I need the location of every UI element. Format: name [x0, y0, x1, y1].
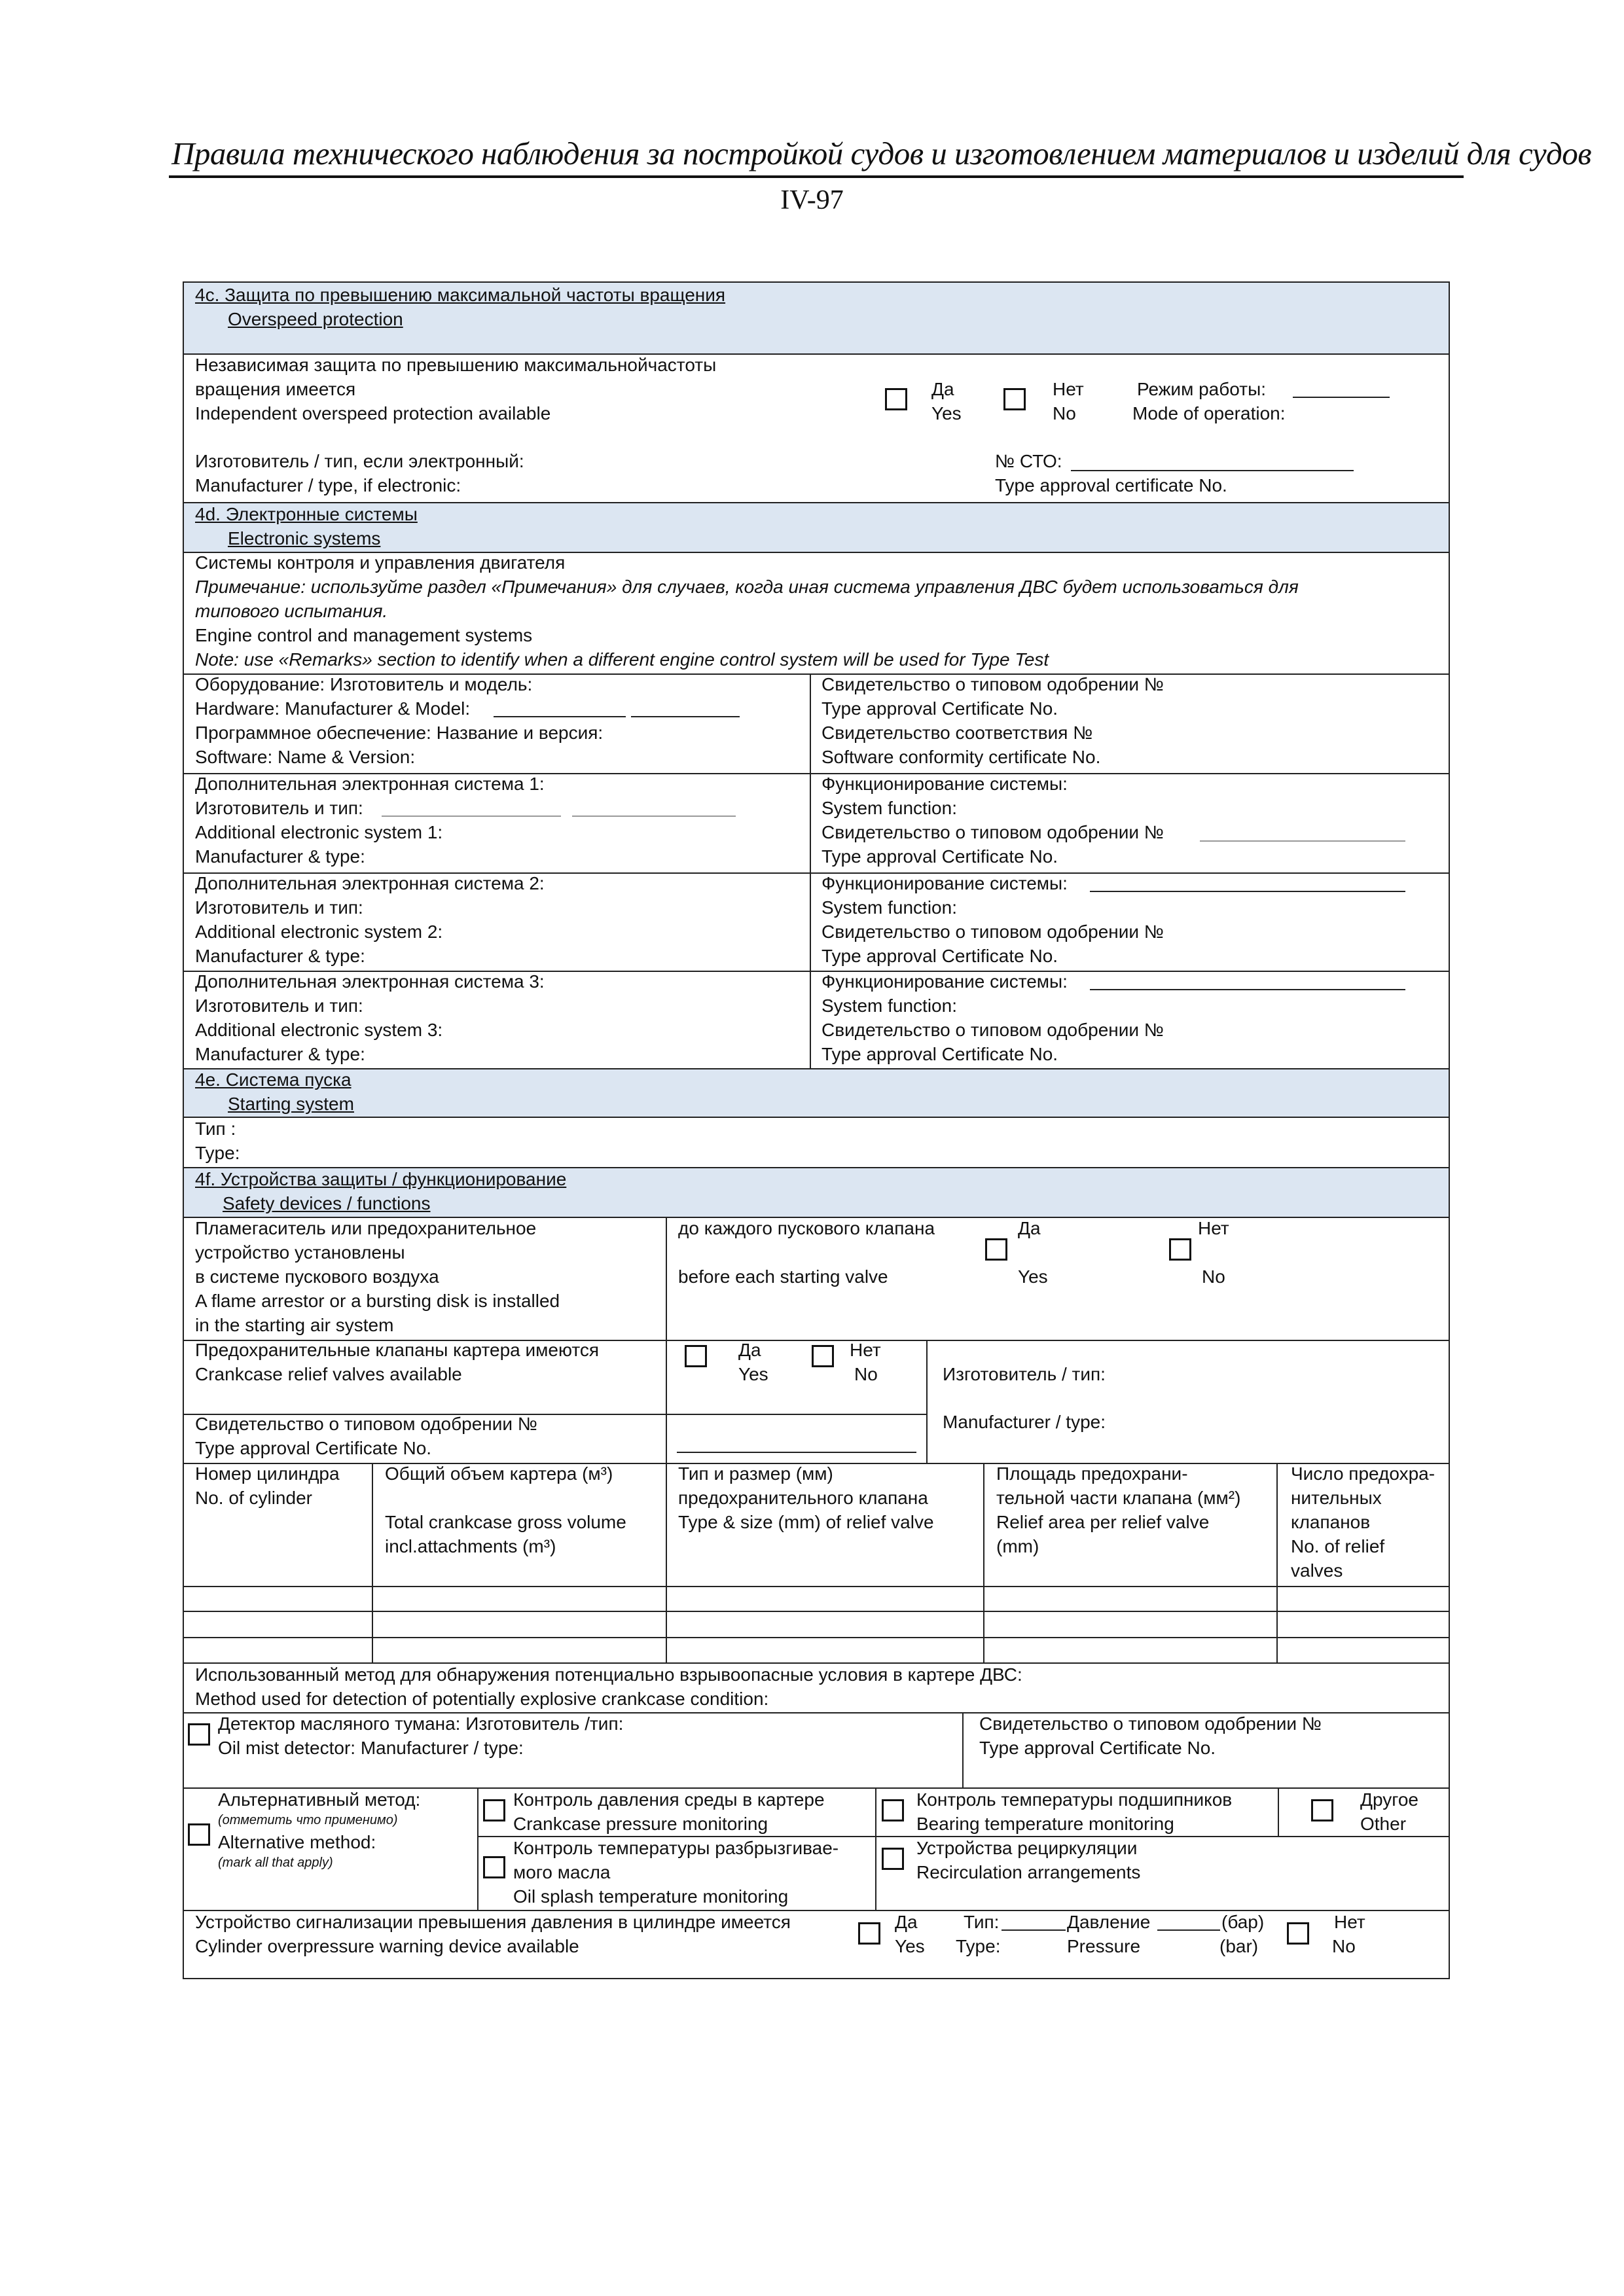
add3-func-label-ru: Функционирование системы: — [821, 971, 1068, 992]
each-valve-label-ru: до каждого пускового клапана — [678, 1218, 935, 1238]
add3-label-ru: Дополнительная электронная система 3: — [195, 971, 545, 992]
cyl-type-en: Type: — [956, 1936, 1001, 1956]
yes-label-ru: Да — [931, 379, 954, 399]
sw-cert-label-en: Software conformity certificate No. — [821, 747, 1101, 767]
recirculation-checkbox[interactable] — [882, 1848, 904, 1870]
rule — [962, 1712, 964, 1787]
add3-mt-label-ru: Изготовитель и тип: — [195, 996, 363, 1016]
crankcase-relief-yes-checkbox[interactable] — [685, 1345, 707, 1367]
section-4e-title-ru: 4e. Система пуска — [195, 1069, 352, 1090]
rule — [926, 1340, 928, 1463]
rule — [372, 1463, 373, 1663]
add1-manufacturer-line[interactable] — [382, 816, 561, 817]
mode-label-ru: Режим работы: — [1137, 379, 1266, 399]
flame-label-ru-1: Пламегаситель или предохранительное — [195, 1218, 537, 1238]
software-label-ru: Программное обеспечение: Название и версия: — [195, 723, 604, 743]
no-label-en: No — [1053, 403, 1076, 423]
ecs-note-ru-1: Примечание: используйте раздел «Примечания» для случаев, когда иная система управления ДВС будет использоваться для — [195, 577, 1299, 597]
hardware-label-ru: Оборудование: Изготовитель и модель: — [195, 674, 533, 694]
cyl-pressure-en: Pressure — [1067, 1936, 1141, 1956]
section-4e-title-en: Starting system — [228, 1094, 354, 1114]
hw-tac-label-en: Type approval Certificate No. — [821, 698, 1058, 719]
add2-label-ru: Дополнительная электронная система 2: — [195, 873, 545, 893]
detection-method-ru: Использованный метод для обнаружения потенциально взрывоопасные условия в картере ДВС: — [195, 1664, 1022, 1685]
bearing-temperature-en: Bearing temperature monitoring — [916, 1814, 1174, 1834]
hw-tac-label-ru: Свидетельство о типовом одобрении № — [821, 674, 1164, 694]
flame-label-ru-3: в системе пускового воздуха — [195, 1266, 439, 1287]
add1-func-label-ru: Функционирование системы: — [821, 774, 1068, 794]
recirculation-ru: Устройства рециркуляции — [916, 1838, 1138, 1858]
crankcase-relief-label-ru: Предохранительные клапаны картера имеются — [195, 1340, 600, 1360]
col-area-header-1: Площадь предохрани- — [996, 1463, 1188, 1484]
add2-func-line[interactable] — [1090, 891, 1405, 892]
add2-label-en: Additional electronic system 2: — [195, 922, 443, 942]
crankcase-tac-label-ru: Свидетельство о типовом одобрении № — [195, 1414, 537, 1434]
add3-tac-label-en: Type approval Certificate No. — [821, 1044, 1058, 1064]
cyl-pressure-line[interactable] — [1157, 1929, 1220, 1931]
add3-func-line[interactable] — [1090, 989, 1405, 990]
col-cylinder-header-en: No. of cylinder — [195, 1488, 312, 1508]
cyl-pressure-ru: Давление — [1067, 1912, 1151, 1932]
crankcase-no-en: No — [854, 1364, 878, 1384]
hardware-model-line[interactable] — [631, 716, 740, 717]
add2-tac-label-en: Type approval Certificate No. — [821, 946, 1058, 966]
detection-method-en: Method used for detection of potentially explosive crankcase condition: — [195, 1689, 769, 1709]
yes-label-en: Yes — [931, 403, 962, 423]
add1-mt-label-ru: Изготовитель и тип: — [195, 798, 363, 818]
crankcase-yes-ru: Да — [738, 1340, 761, 1360]
hardware-label-en: Hardware: Manufacturer & Model: — [195, 698, 471, 719]
add3-mt-label-en: Manufacturer & type: — [195, 1044, 365, 1064]
rule — [875, 1787, 876, 1910]
overspeed-manufacturer-en: Manufacturer / type, if electronic: — [195, 475, 461, 495]
cyl-bar-ru: (бар) — [1221, 1912, 1265, 1932]
oil-splash-en: Oil splash temperature monitoring — [513, 1886, 789, 1907]
alternative-hint-en: (mark all that apply) — [218, 1856, 333, 1870]
sto-label-ru: № СТО: — [995, 451, 1062, 471]
flame-yes-checkbox[interactable] — [985, 1238, 1007, 1261]
software-label-en: Software: Name & Version: — [195, 747, 416, 767]
oil-mist-label-en: Oil mist detector: Manufacturer / type: — [218, 1738, 524, 1758]
flame-yes-ru: Да — [1018, 1218, 1041, 1238]
ecs-label-en: Engine control and management systems — [195, 625, 533, 645]
bearing-temperature-ru: Контроль температуры подшипников — [916, 1789, 1233, 1810]
section-4d-title-ru: 4d. Электронные системы — [195, 504, 418, 524]
sto-input-line[interactable] — [1071, 470, 1354, 471]
crankcase-tac-label-en: Type approval Certificate No. — [195, 1438, 432, 1458]
add1-label-ru: Дополнительная электронная система 1: — [195, 774, 545, 794]
overspeed-label-ru-2: вращения имеется — [195, 379, 356, 399]
add3-func-label-en: System function: — [821, 996, 957, 1016]
alternative-method-checkbox[interactable] — [188, 1823, 210, 1846]
cylinder-overpressure-en: Cylinder overpressure warning device available — [195, 1936, 579, 1956]
overspeed-label-ru-1: Независимая защита по превышению максимальнойчастоты — [195, 355, 717, 375]
header-rule — [169, 175, 1464, 178]
section-4c-title-ru: 4c. Защита по превышению максимальной частоты вращения — [195, 285, 726, 305]
overspeed-no-checkbox[interactable] — [1003, 388, 1026, 410]
rule — [477, 1787, 478, 1910]
rule — [666, 1217, 667, 1663]
col-type-size-header-2: предохранительного клапана — [678, 1488, 928, 1508]
col-count-header-5: valves — [1291, 1560, 1343, 1581]
ecs-note-en: Note: use «Remarks» section to identify when a different engine control system will be used for Type Test — [195, 649, 1049, 670]
hardware-manufacturer-line[interactable] — [494, 716, 626, 717]
rule — [1278, 1787, 1279, 1836]
add2-tac-label-ru: Свидетельство о типовом одобрении № — [821, 922, 1164, 942]
recirculation-en: Recirculation arrangements — [916, 1862, 1141, 1882]
col-area-header-2: тельной части клапана (мм²) — [996, 1488, 1241, 1508]
oil-mist-tac-en: Type approval Certificate No. — [979, 1738, 1216, 1758]
add2-mt-label-en: Manufacturer & type: — [195, 946, 365, 966]
starting-type-label-en: Type: — [195, 1143, 240, 1163]
col-type-size-header-3: Type & size (mm) of relief valve — [678, 1512, 934, 1532]
col-cylinder-header-ru: Номер цилиндра — [195, 1463, 340, 1484]
cyl-bar-en: (bar) — [1219, 1936, 1259, 1956]
section-4f-title-ru: 4f. Устройства защиты / функционирование — [195, 1169, 567, 1189]
cylinder-overpressure-ru: Устройство сигнализации превышения давления в цилиндре имеется — [195, 1912, 791, 1932]
cyl-yes-en: Yes — [895, 1936, 925, 1956]
cyl-type-line[interactable] — [1001, 1929, 1066, 1931]
add3-tac-label-ru: Свидетельство о типовом одобрении № — [821, 1020, 1164, 1040]
flame-label-en-2: in the starting air system — [195, 1315, 394, 1335]
ecs-note-ru-2: типового испытания. — [195, 601, 388, 621]
sto-label-en: Type approval certificate No. — [995, 475, 1227, 495]
section-4d-title-en: Electronic systems — [228, 528, 381, 548]
mode-input-line[interactable] — [1293, 397, 1390, 398]
other-method-checkbox[interactable] — [1311, 1799, 1333, 1821]
other-method-ru: Другое — [1360, 1789, 1418, 1810]
sw-cert-label-ru: Свидетельство соответствия № — [821, 723, 1093, 743]
starting-type-label-ru: Тип : — [195, 1119, 236, 1139]
col-area-header-3: Relief area per relief valve — [996, 1512, 1210, 1532]
cyl-yes-ru: Да — [895, 1912, 918, 1932]
add1-label-en: Additional electronic system 1: — [195, 822, 443, 842]
other-method-en: Other — [1360, 1814, 1407, 1834]
cyl-type-ru: Тип: — [964, 1912, 1000, 1932]
rule — [184, 1068, 1449, 1069]
oil-splash-checkbox[interactable] — [483, 1856, 505, 1878]
alternative-method-ru: Альтернативный метод: — [218, 1789, 421, 1810]
overspeed-yes-checkbox[interactable] — [885, 388, 907, 410]
crankcase-manufacturer-en: Manufacturer / type: — [943, 1412, 1106, 1432]
col-type-size-header-1: Тип и размер (мм) — [678, 1463, 833, 1484]
cylinder-overpressure-yes-checkbox[interactable] — [858, 1922, 880, 1945]
oil-mist-tac-ru: Свидетельство о типовом одобрении № — [979, 1713, 1322, 1734]
oil-mist-checkbox[interactable] — [188, 1723, 210, 1746]
each-valve-label-en: before each starting valve — [678, 1266, 888, 1287]
rule — [184, 1117, 1449, 1118]
crankcase-relief-no-checkbox[interactable] — [812, 1345, 834, 1367]
oil-mist-label-ru: Детектор масляного тумана: Изготовитель /тип: — [218, 1713, 624, 1734]
crankcase-manufacturer-ru: Изготовитель / тип: — [943, 1364, 1106, 1384]
col-count-header-1: Число предохра- — [1291, 1463, 1435, 1484]
col-area-header-4: (mm) — [996, 1536, 1039, 1556]
col-volume-header-4: incl.attachments (m³) — [385, 1536, 556, 1556]
ecs-label-ru: Системы контроля и управления двигателя — [195, 552, 566, 573]
rule — [983, 1463, 984, 1663]
cyl-no-ru: Нет — [1334, 1912, 1365, 1932]
crankcase-pressure-checkbox[interactable] — [483, 1799, 505, 1821]
add2-func-label-ru: Функционирование системы: — [821, 873, 1068, 893]
cyl-no-en: No — [1332, 1936, 1356, 1956]
oil-splash-ru-1: Контроль температуры разбрызгивае- — [513, 1838, 839, 1858]
rule — [184, 1586, 1449, 1587]
crankcase-pressure-ru: Контроль давления среды в картере — [513, 1789, 825, 1810]
add1-func-label-en: System function: — [821, 798, 957, 818]
flame-label-ru-2: устройство установлены — [195, 1242, 405, 1263]
rule — [810, 673, 811, 1068]
col-volume-header-1: Общий объем картера (м³) — [385, 1463, 613, 1484]
flame-no-ru: Нет — [1198, 1218, 1229, 1238]
col-count-header-3: клапанов — [1291, 1512, 1371, 1532]
section-4c-title-en: Overspeed protection — [228, 309, 403, 329]
crankcase-relief-label-en: Crankcase relief valves available — [195, 1364, 462, 1384]
col-count-header-4: No. of relief — [1291, 1536, 1385, 1556]
alternative-method-en: Alternative method: — [218, 1832, 376, 1852]
add3-label-en: Additional electronic system 3: — [195, 1020, 443, 1040]
crankcase-no-ru: Нет — [850, 1340, 881, 1360]
flame-no-en: No — [1202, 1266, 1225, 1287]
overspeed-label-en: Independent overspeed protection available — [195, 403, 551, 423]
document-header-title: Правила технического наблюдения за постройкой судов и изготовлением материалов и изделий для судов — [171, 135, 1592, 171]
crankcase-pressure-en: Crankcase pressure monitoring — [513, 1814, 768, 1834]
col-volume-header-3: Total crankcase gross volume — [385, 1512, 626, 1532]
section-4f-title-en: Safety devices / functions — [223, 1193, 431, 1213]
add2-mt-label-ru: Изготовитель и тип: — [195, 897, 363, 918]
rule — [184, 1637, 1449, 1638]
col-count-header-2: нительных — [1291, 1488, 1382, 1508]
overspeed-manufacturer-ru: Изготовитель / тип, если электронный: — [195, 451, 524, 471]
add1-mt-label-en: Manufacturer & type: — [195, 846, 365, 867]
flame-no-checkbox[interactable] — [1169, 1238, 1191, 1261]
add1-tac-label-en: Type approval Certificate No. — [821, 846, 1058, 867]
rule — [184, 1611, 1449, 1612]
rule — [1276, 1463, 1278, 1663]
page-number: IV-97 — [780, 185, 844, 215]
no-label-ru: Нет — [1053, 379, 1084, 399]
add1-tac-line[interactable] — [1200, 840, 1405, 842]
alternative-hint-ru: (отметить что применимо) — [218, 1813, 398, 1827]
crankcase-yes-en: Yes — [738, 1364, 768, 1384]
add1-type-line[interactable] — [572, 816, 736, 817]
flame-label-en-1: A flame arrestor or a bursting disk is installed — [195, 1291, 560, 1311]
cylinder-overpressure-no-checkbox[interactable] — [1287, 1922, 1309, 1945]
mode-label-en: Mode of operation: — [1132, 403, 1286, 423]
bearing-temperature-checkbox[interactable] — [882, 1799, 904, 1821]
add1-tac-label-ru: Свидетельство о типовом одобрении № — [821, 822, 1164, 842]
crankcase-tac-line[interactable] — [677, 1452, 916, 1453]
add2-func-label-en: System function: — [821, 897, 957, 918]
section-4e-header — [184, 1069, 1449, 1117]
flame-yes-en: Yes — [1018, 1266, 1048, 1287]
oil-splash-ru-2: мого масла — [513, 1862, 611, 1882]
